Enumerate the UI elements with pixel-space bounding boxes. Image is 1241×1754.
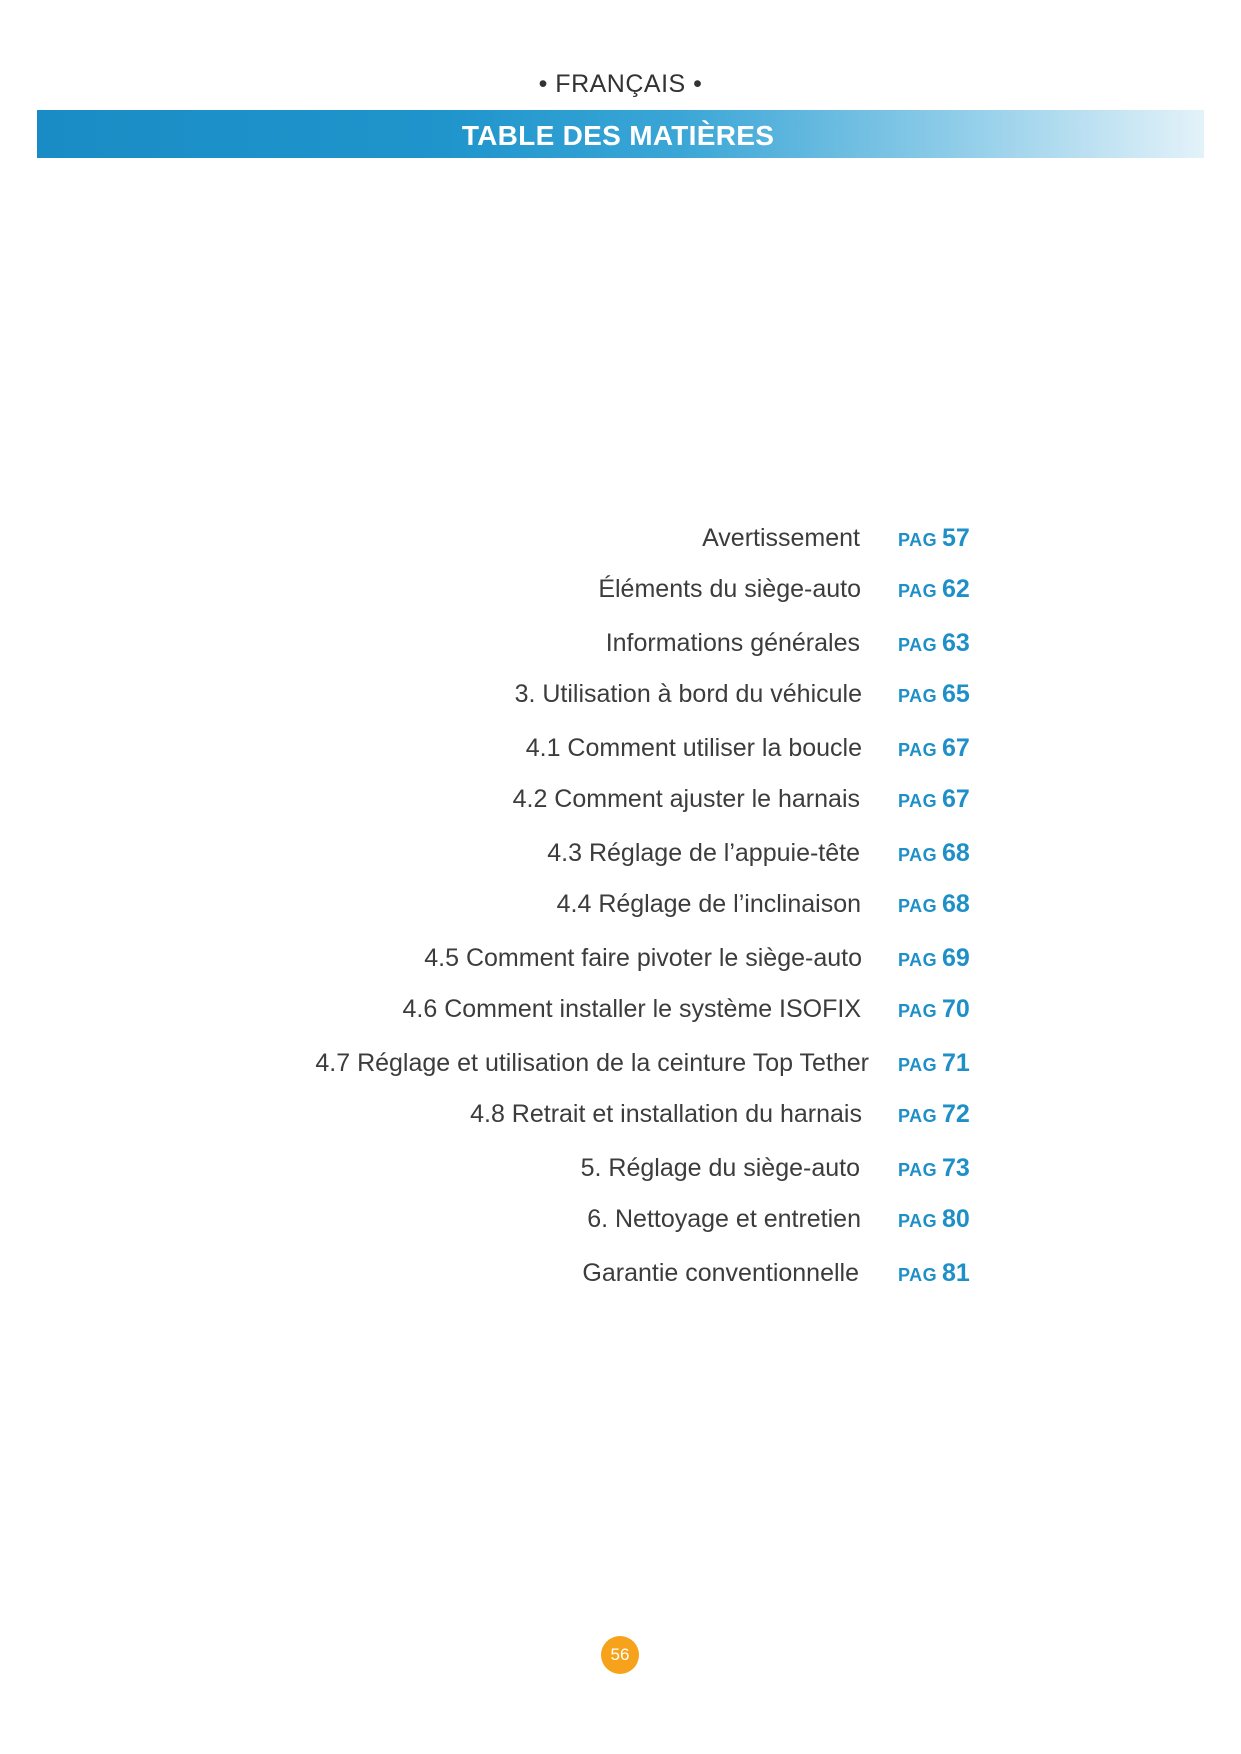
toc-entry-title: Éléments du siège-auto xyxy=(598,575,861,603)
toc-pag-label: PAG xyxy=(898,896,938,916)
toc-page-number: 71 xyxy=(942,1049,970,1077)
toc-pag-label: PAG xyxy=(898,740,938,760)
toc-pag-label: PAG xyxy=(898,1106,938,1126)
toc-page-number: 72 xyxy=(942,1100,970,1128)
toc-entry-title: 4.1 Comment utiliser la boucle xyxy=(525,734,862,762)
title-banner xyxy=(37,110,1204,158)
toc-pag-label: PAG xyxy=(898,1055,938,1075)
toc-pag-label: PAG xyxy=(898,1211,938,1231)
toc-pag-label: PAG xyxy=(898,530,938,550)
toc-entry-title: 4.3 Réglage de l’appuie-tête xyxy=(547,839,860,867)
toc-entry-title: 6. Nettoyage et entretien xyxy=(587,1205,861,1233)
toc-entry[interactable] xyxy=(0,884,1241,924)
toc-entry[interactable] xyxy=(0,1043,1241,1083)
toc-page-number: 81 xyxy=(942,1259,970,1287)
toc-entry-title: Informations générales xyxy=(605,629,860,657)
toc-pag-label: PAG xyxy=(898,1001,938,1021)
toc-pag-label: PAG xyxy=(898,1265,938,1285)
toc-page-number: 68 xyxy=(942,890,970,918)
toc-entry[interactable] xyxy=(0,989,1241,1029)
toc-pag-label: PAG xyxy=(898,950,938,970)
toc-pag-label: PAG xyxy=(898,791,938,811)
toc-pag-label: PAG xyxy=(898,845,938,865)
toc-entry[interactable] xyxy=(0,833,1241,873)
toc-page-number: 67 xyxy=(942,785,970,813)
page-title: TABLE DES MATIÈRES xyxy=(461,120,775,151)
toc-pag-label: PAG xyxy=(898,635,938,655)
toc-entry-title: 5. Réglage du siège-auto xyxy=(580,1154,860,1182)
toc-entry[interactable] xyxy=(0,518,1241,558)
toc-pag-label: PAG xyxy=(898,581,938,601)
toc-page-number: 65 xyxy=(942,680,970,708)
toc-entry[interactable] xyxy=(0,1094,1241,1134)
toc-entry-title: 4.4 Réglage de l’inclinaison xyxy=(556,890,861,918)
toc-page-number: 69 xyxy=(942,944,970,972)
toc-entry-title: Garantie conventionnelle xyxy=(582,1259,859,1287)
toc-entry[interactable] xyxy=(0,1199,1241,1239)
toc-page-number: 80 xyxy=(942,1205,970,1233)
toc-entry-title: 4.7 Réglage et utilisation de la ceinture Top Tether xyxy=(315,1049,869,1077)
toc-pag-label: PAG xyxy=(898,1160,938,1180)
toc-entry[interactable] xyxy=(0,1148,1241,1188)
toc-entry[interactable] xyxy=(0,623,1241,663)
toc-page-number: 67 xyxy=(942,734,970,762)
toc-entry[interactable] xyxy=(0,728,1241,768)
toc-page-number: 63 xyxy=(942,629,970,657)
toc-entry[interactable] xyxy=(0,1253,1241,1293)
toc-entry-title: 4.2 Comment ajuster le harnais xyxy=(512,785,860,813)
toc-entry-title: 4.5 Comment faire pivoter le siège-auto xyxy=(424,944,862,972)
page-number-badge: 56 xyxy=(601,1636,639,1674)
toc-entry[interactable] xyxy=(0,674,1241,714)
toc-page-number: 57 xyxy=(942,524,970,552)
toc-page-number: 62 xyxy=(942,575,970,603)
language-label: • FRANÇAIS • xyxy=(538,70,703,98)
toc-entry[interactable] xyxy=(0,779,1241,819)
toc-page-number: 73 xyxy=(942,1154,970,1182)
toc-entry[interactable] xyxy=(0,938,1241,978)
toc-page-number: 68 xyxy=(942,839,970,867)
toc-entry-title: 4.6 Comment installer le système ISOFIX xyxy=(402,995,861,1023)
toc-entry-title: 4.8 Retrait et installation du harnais xyxy=(470,1100,862,1128)
toc-entry-title: 3. Utilisation à bord du véhicule xyxy=(514,680,862,708)
toc-entry[interactable] xyxy=(0,569,1241,609)
toc-pag-label: PAG xyxy=(898,686,938,706)
toc-entry-title: Avertissement xyxy=(702,524,860,552)
toc-page-number: 70 xyxy=(942,995,970,1023)
